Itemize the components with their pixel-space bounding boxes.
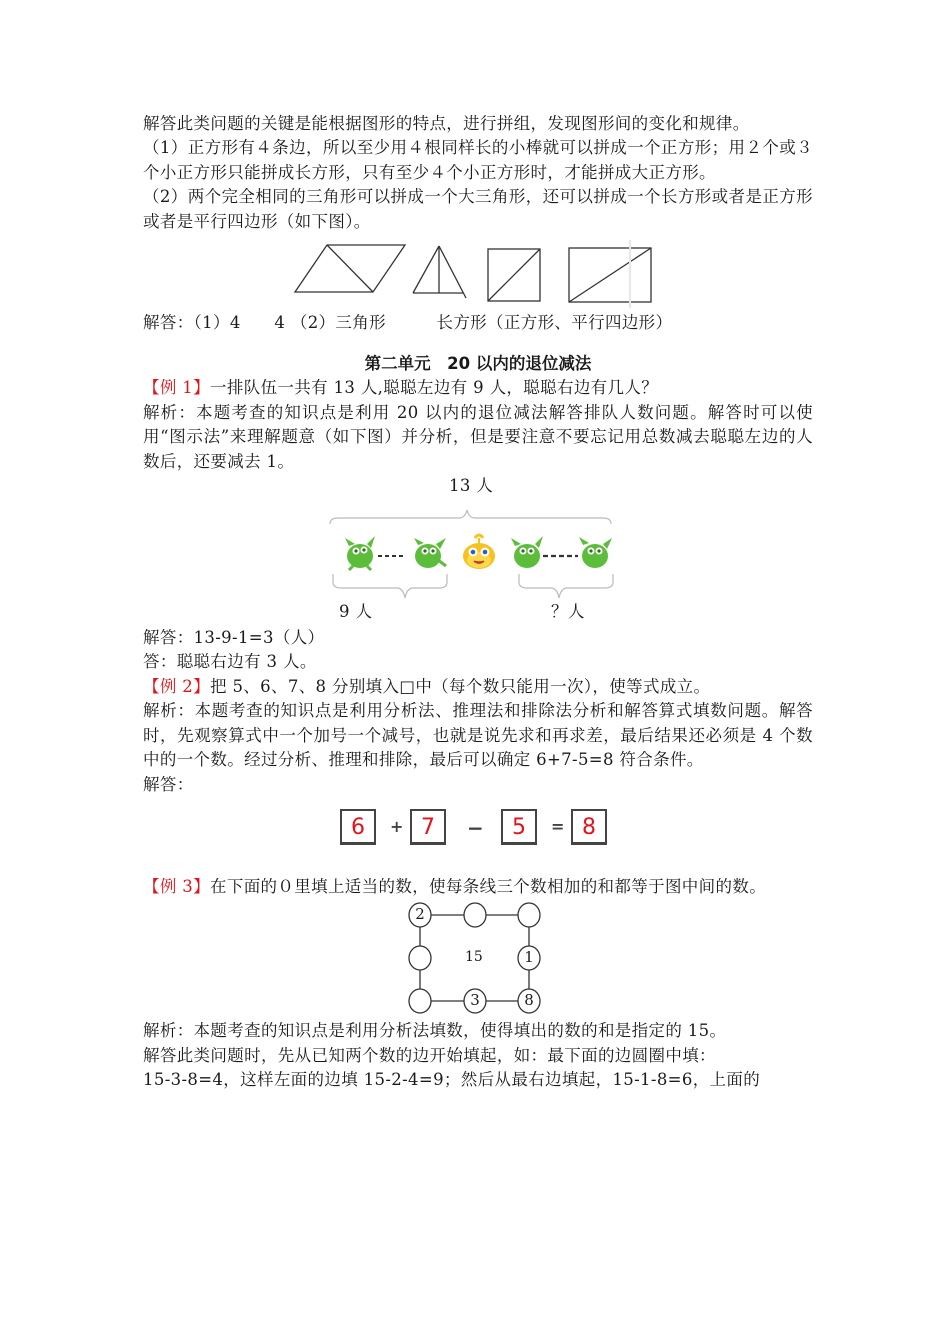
point-1-paragraph: （1）正方形有４条边，所以至少用４根同样长的小棒就可以拼成一个正方形；用２个或３个小正方形只能拼成长方形，只有至少４个小正方形时，才能拼成大正方形。 [143,138,813,182]
example-1-question: 【例 1】一排队伍一共有 13 人,聪聪左边有 9 人，聪聪右边有几人？ [143,378,659,398]
total-brace [330,510,611,524]
congcong-character-icon [463,535,495,569]
green-character-icon [414,538,446,568]
green-character-icon [579,537,612,568]
intro-paragraph: 解答此类问题的关键是能根据图形的特点，进行拼组，发现图形间的变化和规律。 [143,114,750,133]
circle-mid-right: 1 [524,948,534,967]
green-character-icon [345,536,375,570]
circle-bottom-mid: 3 [470,991,480,1010]
example-3-label: 【例 3】 [143,876,210,896]
right-brace [519,574,613,598]
example-3-analysis-1: 解析：本题考查的知识点是利用分析法填数，使得填出的数的和是指定的 15。 [143,1021,727,1041]
point-2-paragraph: （2）两个完全相同的三角形可以拼成一个大三角形，还可以拼成一个长方形或者是正方形或者是平行四边形（如下图）。 [143,187,813,231]
minus-sign: − [467,815,484,840]
example-1-analysis: 解析：本题考查的知识点是利用 20 以内的退位减法解答排队人数问题。解答时可以使用“图示法”来理解题意（如下图）并分析，但是要注意不要忘记用总数减去聪聪左边的人数后，还要减去 1。 [143,402,813,471]
example-2-question: 【例 2】把 5、6、7、8 分别填入□中（每个数只能用一次），使等式成立。 [143,676,711,696]
example-1-answer: 答：聪聪右边有 3 人。 [143,652,317,672]
section1-answer: 解答：（1）4 4 （2）三角形 长方形（正方形、平行四边形） [143,313,673,333]
example-3-analysis-2: 解答此类问题时，先从已知两个数的边开始填起，如：最下面的边圆圈中填： [143,1045,716,1065]
example-2-solution-label: 解答： [143,774,194,794]
green-character-icon [511,536,543,568]
right-count-label: ？人 [551,602,585,622]
parallelogram-figure [295,245,405,292]
equation-figure [143,797,813,875]
equation-box-2: 7 [410,809,446,845]
equation-box-3: 5 [501,809,537,845]
rectangle-figure [569,248,651,302]
document-page [143,112,813,1093]
unit-heading: 第二单元 20 以内的退位减法 [364,354,592,374]
example-1-solution: 解答：13-9-1=3（人） [143,628,325,648]
equals-sign: = [551,816,565,836]
square-figure [488,249,540,301]
example-3-question: 【例 3】在下面的０里填上适当的数，使每条线三个数相加的和都等于图中间的数。 [143,876,767,896]
center-sum: 15 [465,949,483,966]
queue-diagram [143,474,813,626]
plus-sign: + [390,816,404,836]
triangle-figure [413,246,466,298]
shape-combinations-figure [143,238,813,308]
total-label: 13 人 [449,476,494,496]
example-1-label: 【例 1】 [143,378,210,398]
equation-box-4: 8 [571,809,607,845]
equation-box-1: 6 [340,809,376,845]
left-count-label: 9 人 [339,602,373,622]
example-2-analysis: 解析：本题考查的知识点是利用分析法、推理法和排除法分析和解答算式填数问题。解答时，先观察算式中一个加号一个减号，也就是说先求和再求差，最后结果还必须是 4 个数中的一个数。经过分析、推理和排除，最后可以确定 6+7-5=8 符合条件。 [143,701,813,770]
example-3-analysis-3: 15-3-8=4，这样左面的边填 15-2-4=9；然后从最右边填起，15-1-8=6，上面的 [143,1070,761,1090]
circle-bottom-right: 8 [524,991,534,1010]
number-square-figure [143,899,813,1019]
circle-top-left: 2 [415,905,425,924]
example-2-label: 【例 2】 [143,676,210,696]
left-brace [333,574,447,598]
